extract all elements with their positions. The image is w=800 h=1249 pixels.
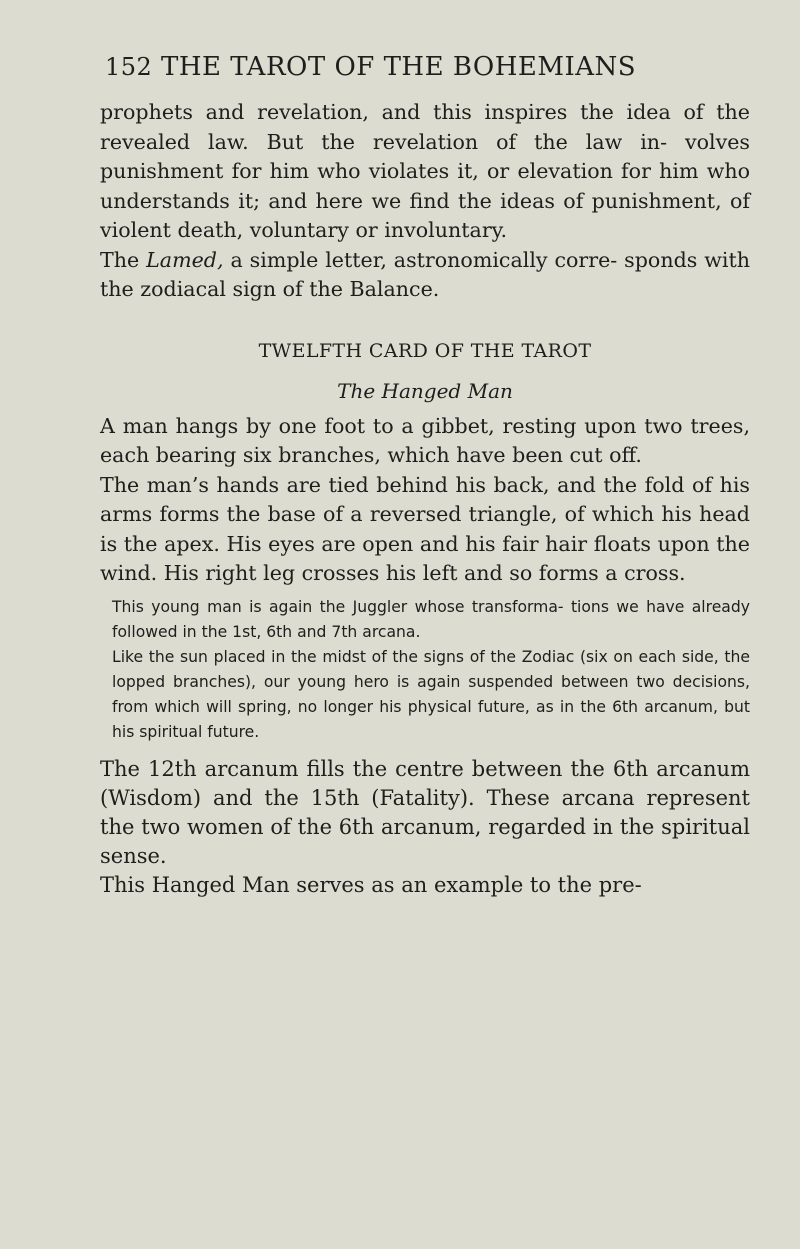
intro-paragraph-2 xyxy=(100,246,750,305)
note-paragraph-1: This young man is again the Juggler whose transforma- tions we have already followed in the 1st, 6th and 7th arcana. xyxy=(112,597,750,641)
section-heading: TWELFTH CARD OF THE TAROT xyxy=(258,339,592,362)
closing-paragraph-2: This Hanged Man serves as an example to the pre- xyxy=(100,872,642,897)
closing-paragraph-1: The 12th arcanum fills the centre between the 6th arcanum (Wisdom) and the 15th (Fatality). These arcana represent the two women of the 6th arcanum, regarded in the spiritual sense. xyxy=(100,756,750,868)
section-paragraph-2: The man’s hands are tied behind his back, and the fold of his arms forms the base of a reversed triangle, of which his head is the apex. His eyes are open and his fair hair floats upon the wind. His right leg crosses his left and so forms a cross. xyxy=(100,472,750,585)
page-header xyxy=(105,52,765,92)
intro-paragraph-2-rest: a simple letter, astronomically corre- sponds with the zodiacal sign of the Balance. xyxy=(100,247,751,301)
closing-text xyxy=(100,755,750,900)
intro-paragraph-2-lead: The xyxy=(100,247,147,272)
running-title: THE TAROT OF THE BOHEMIANS xyxy=(161,52,637,82)
lamed-term: Lamed, xyxy=(146,247,224,272)
page-body xyxy=(100,98,750,900)
intro-paragraph-1: prophets and revelation, and this inspires the idea of the revealed law. But the revelation of the law in- volves punishment for him who violates it, or elevation for him who understands it; and here we find the ideas of punishment, of violent death, voluntary or involuntary. xyxy=(100,100,750,242)
section-subheading: The Hanged Man xyxy=(337,378,513,403)
note-paragraph-2: Like the sun placed in the midst of the signs of the Zodiac (six on each side, the lopped branches), our young hero is again suspended between two decisions, from which will spring, no longer his physical future, as in the 6th arcanum, but his spiritual future. xyxy=(112,647,750,741)
commentary-note xyxy=(100,595,750,745)
page-number: 152 xyxy=(105,53,153,81)
section-paragraph-1: A man hangs by one foot to a gibbet, resting upon two trees, each bearing six branches, which have been cut off. xyxy=(100,413,750,467)
